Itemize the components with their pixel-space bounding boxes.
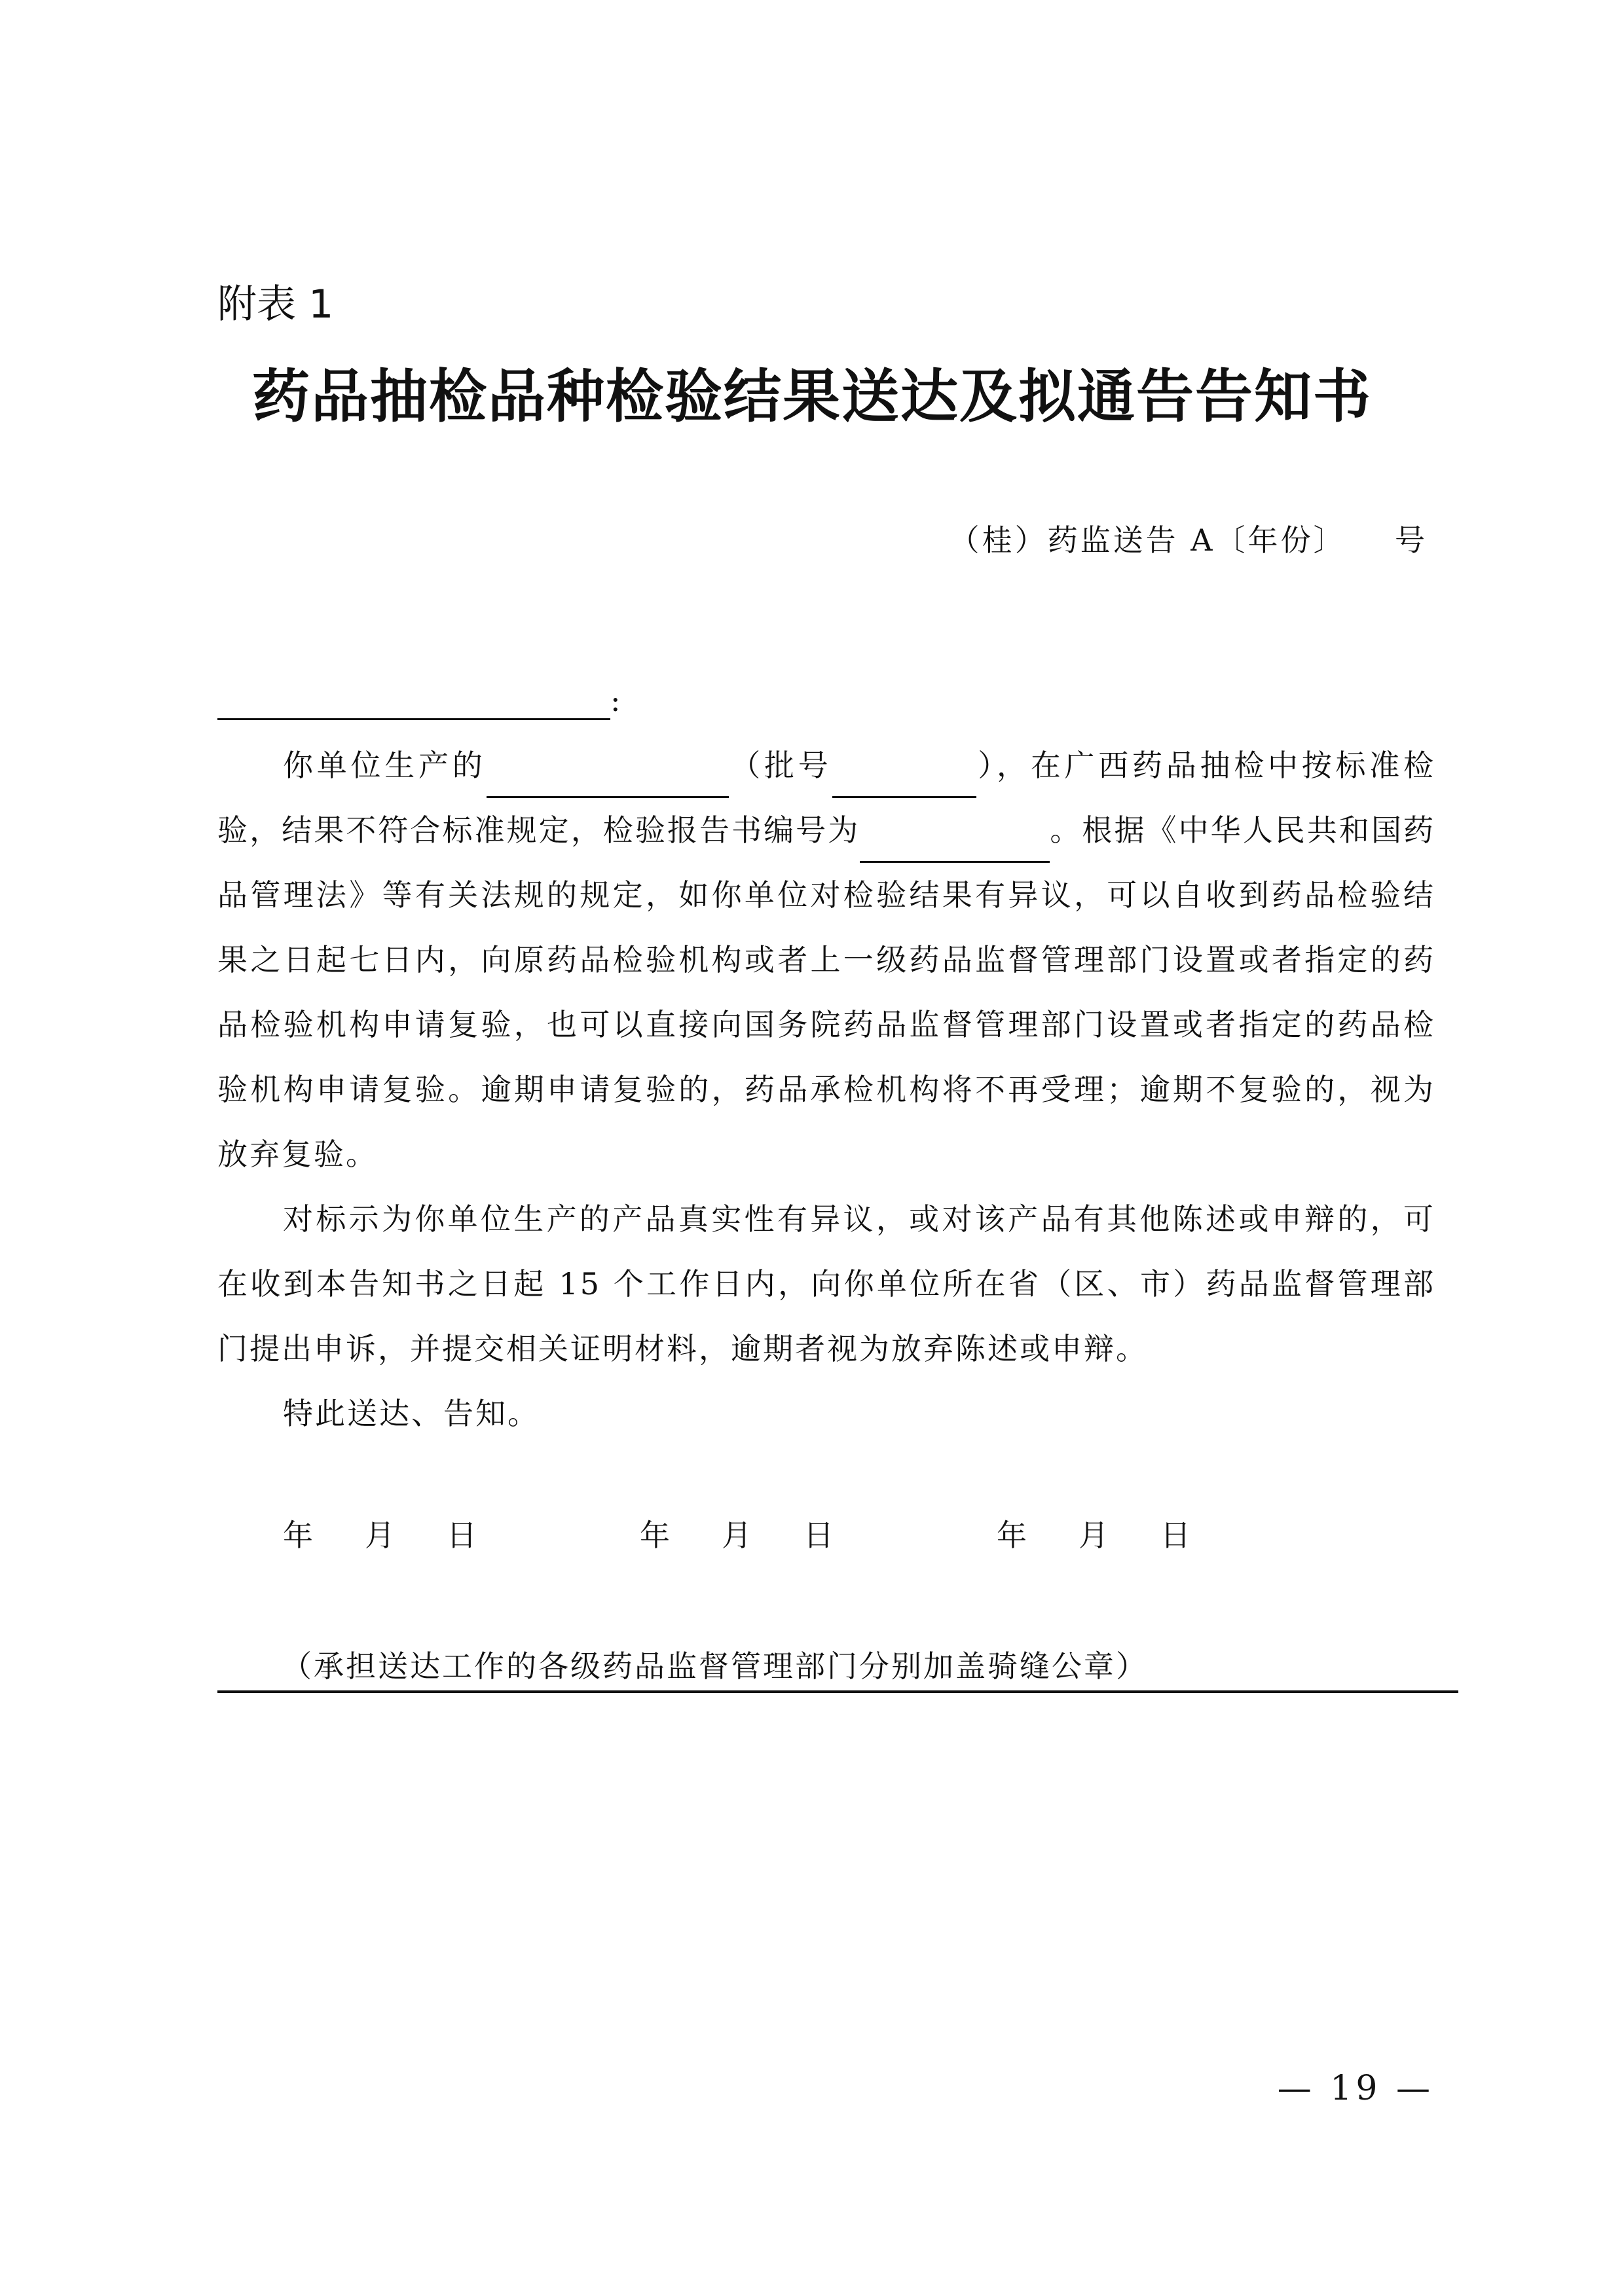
date-month: 月 <box>1079 1518 1109 1553</box>
page-number: — 19 — <box>1277 2069 1434 2108</box>
date-year: 年 <box>283 1518 313 1553</box>
paragraph-closing: 特此送达、告知。 <box>283 1396 540 1431</box>
paragraph-inspection-result <box>217 733 1435 1187</box>
addressee-blank[interactable] <box>217 687 610 720</box>
addressee-colon: : <box>610 683 621 718</box>
date-day: 日 <box>447 1518 477 1553</box>
date-year: 年 <box>997 1518 1027 1553</box>
bottom-divider <box>217 1690 1458 1693</box>
date-day: 日 <box>1160 1518 1190 1553</box>
addressee-line <box>217 681 621 720</box>
p1-text-2: （批号 <box>728 748 832 783</box>
paragraph-appeal: 对标示为你单位生产的产品真实性有异议，或对该产品有其他陈述或申辩的，可在收到本告知书之日起 15 个工作日内，向你单位所在省（区、市）药品监督管理部门提出申诉，并提交相关证明材料，逾期者视为放弃陈述或申辩。 <box>217 1201 1435 1366</box>
batch-number-blank[interactable] <box>832 765 976 798</box>
date-month: 月 <box>365 1518 395 1553</box>
report-number-blank[interactable] <box>860 829 1050 863</box>
attachment-label: 附表 1 <box>217 282 334 327</box>
seal-note: （承担送达工作的各级药品监督管理部门分别加盖骑缝公章） <box>282 1649 1148 1684</box>
date-month: 月 <box>722 1518 752 1553</box>
date-day: 日 <box>803 1518 834 1553</box>
p1-text-1: 你单位生产的 <box>283 748 487 783</box>
date-group-2 <box>640 1512 997 1558</box>
date-signature-row <box>283 1512 1354 1558</box>
date-group-1 <box>283 1512 640 1558</box>
p1-text-4: 。根据《中华人民共和国药品管理法》等有关法规的规定，如你单位对检验结果有异议，可以自收到药品检验结果之日起七日内，向原药品检验机构或者上一级药品监督管理部门设置或者指定的药品检验机构申请复验，也可以直接向国务院药品监督管理部门设置或者指定的药品检验机构申请复验。逾期申请复验的，药品承检机构将不再受理；逾期不复验的，视为放弃复验。 <box>217 812 1435 1172</box>
date-group-3 <box>997 1512 1354 1558</box>
product-name-blank[interactable] <box>487 765 729 798</box>
p1-text-3: ），在广西药品抽检中按标准检验，结果不符合标准规定，检验报告书编号为 <box>217 748 1435 848</box>
date-year: 年 <box>640 1518 670 1553</box>
document-title: 药品抽检品种检验结果送达及拟通告告知书 <box>251 362 1372 430</box>
notice-body <box>217 733 1435 1446</box>
document-number: （桂）药监送告 A〔年份〕 号 <box>949 522 1428 558</box>
